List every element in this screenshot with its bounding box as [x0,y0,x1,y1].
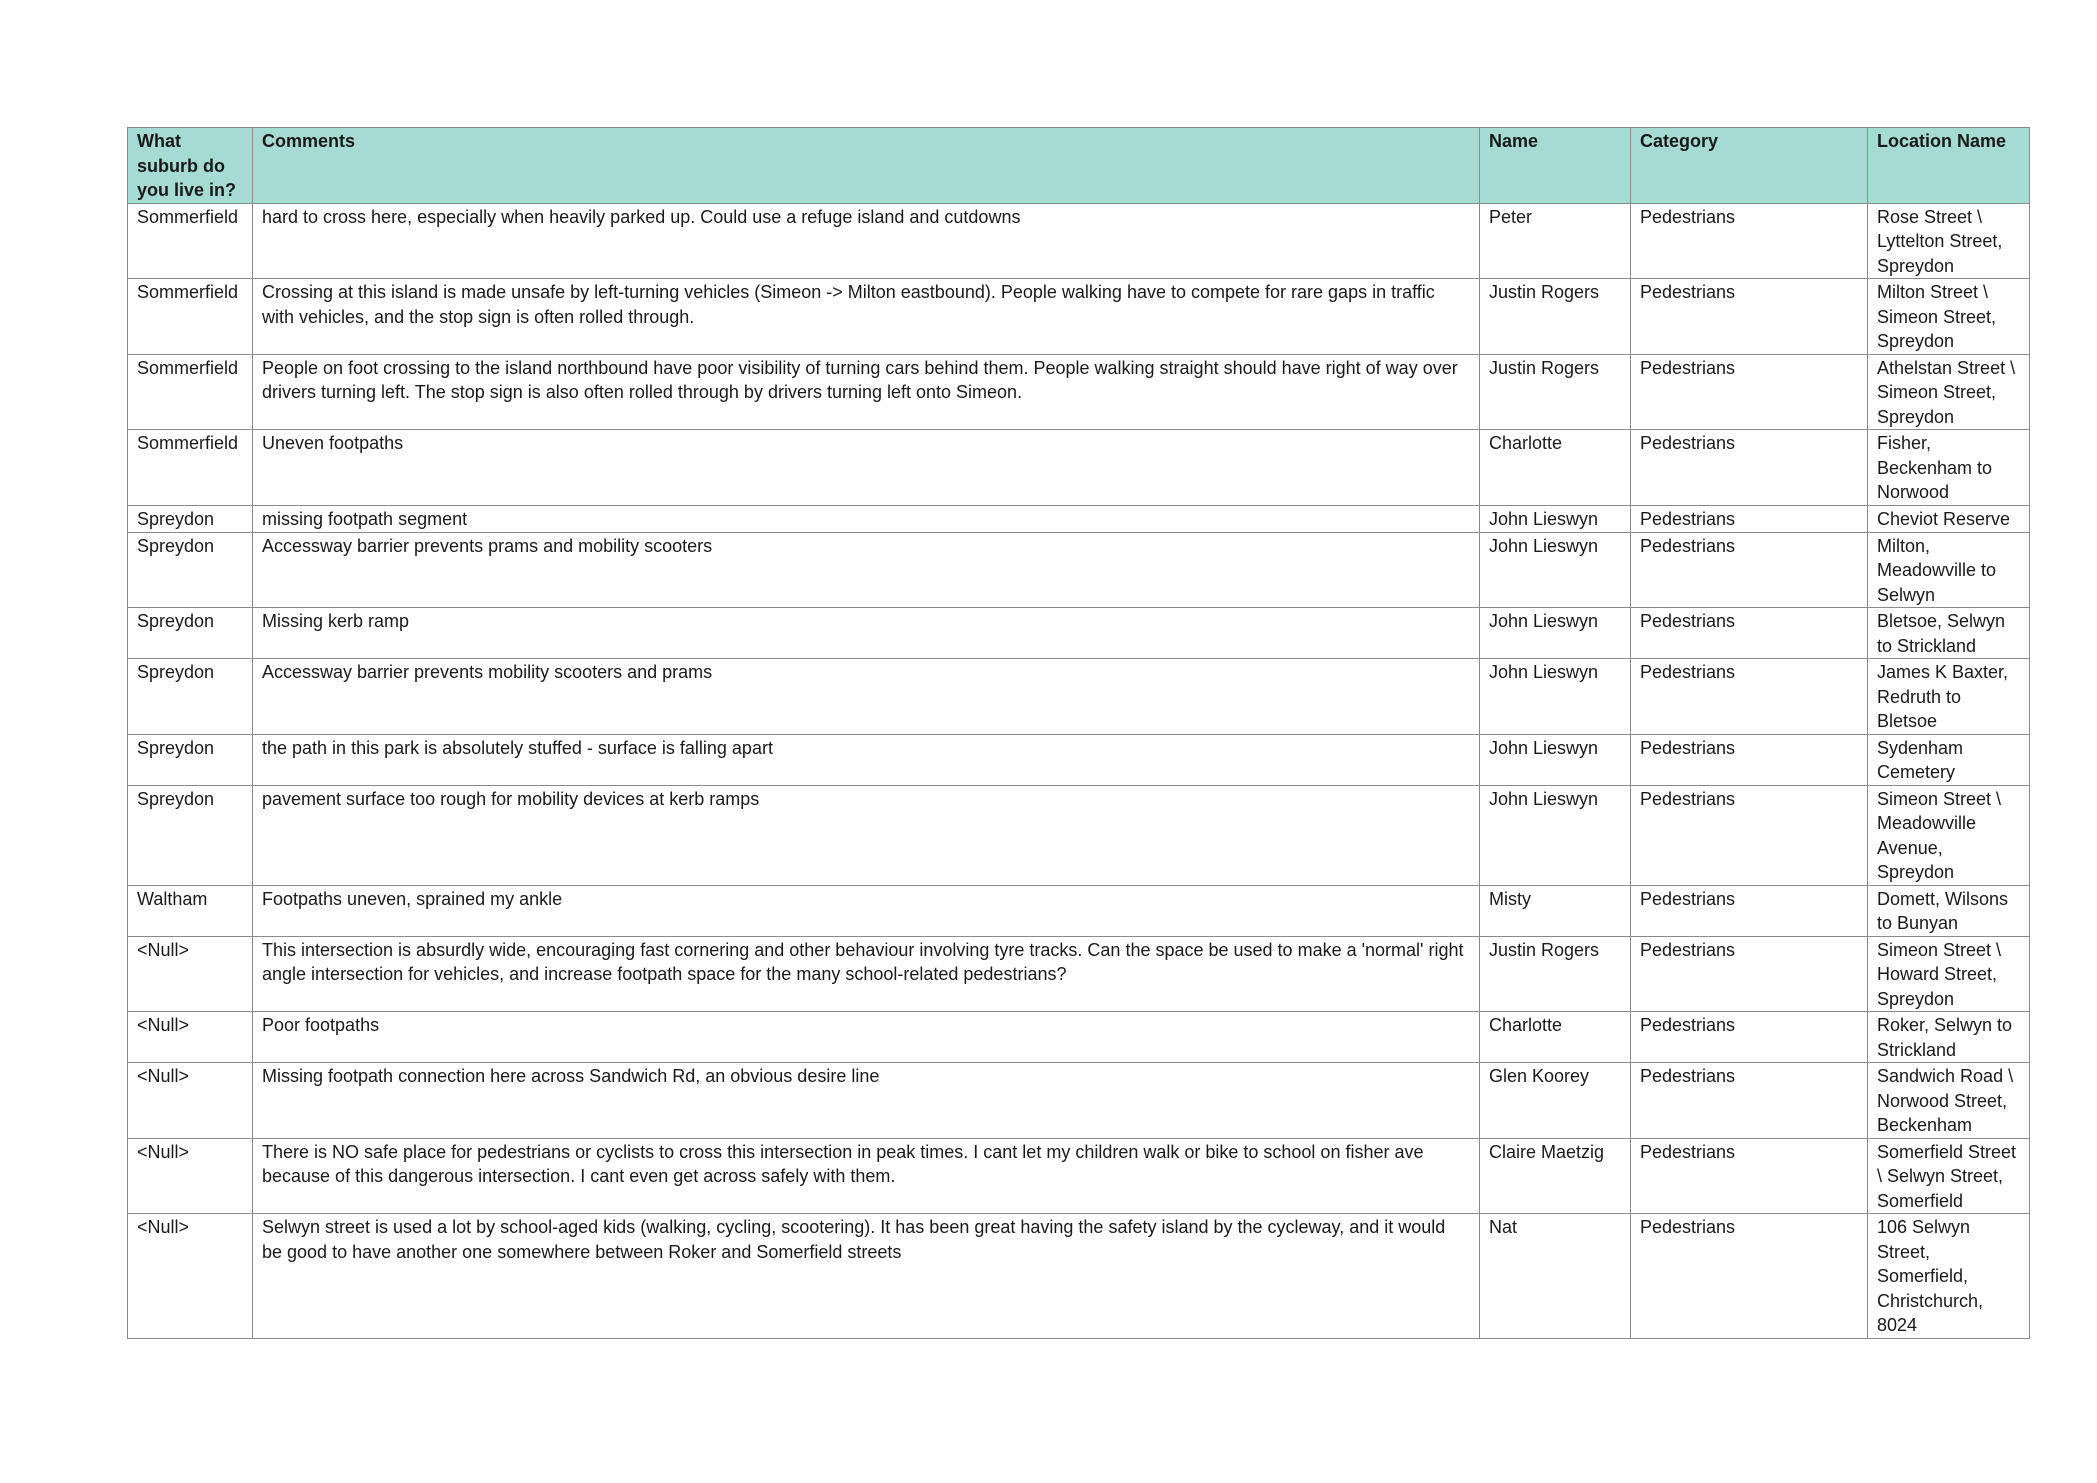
cell-comments: This intersection is absurdly wide, encouraging fast cornering and other behaviour involving tyre tracks. Can the space be used to make a 'normal' right angle intersection for vehicles, and increase footpath space for the many school-related pedestrians? [253,936,1480,1012]
cell-suburb: <Null> [128,1214,253,1339]
table-row [128,936,2030,1012]
table-header [128,128,2030,204]
cell-category: Pedestrians [1631,203,1868,279]
cell-suburb: Spreydon [128,734,253,785]
cell-comments: People on foot crossing to the island northbound have poor visibility of turning cars behind them. People walking straight should have right of way over drivers turning left. The stop sign is also often rolled through by drivers turning left onto Simeon. [253,354,1480,430]
cell-name: John Lieswyn [1480,659,1631,735]
cell-name: Charlotte [1480,430,1631,506]
cell-suburb: Waltham [128,885,253,936]
cell-comments: hard to cross here, especially when heavily parked up. Could use a refuge island and cutdowns [253,203,1480,279]
cell-name: John Lieswyn [1480,608,1631,659]
cell-name: Misty [1480,885,1631,936]
cell-name: Justin Rogers [1480,354,1631,430]
table-row [128,1214,2030,1339]
cell-suburb: <Null> [128,1063,253,1139]
table-row [128,608,2030,659]
cell-category: Pedestrians [1631,608,1868,659]
cell-category: Pedestrians [1631,936,1868,1012]
cell-suburb: <Null> [128,1138,253,1214]
table-row [128,1138,2030,1214]
cell-comments: Uneven footpaths [253,430,1480,506]
header-location: Location Name [1868,128,2030,204]
cell-comments: Selwyn street is used a lot by school-aged kids (walking, cycling, scootering). It has been great having the safety island by the cycleway, and it would be good to have another one somewhere between Roker and Somerfield streets [253,1214,1480,1339]
cell-comments: pavement surface too rough for mobility devices at kerb ramps [253,785,1480,885]
cell-suburb: <Null> [128,936,253,1012]
cell-suburb: Sommerfield [128,354,253,430]
cell-location: Milton, Meadowville to Selwyn [1868,532,2030,608]
cell-location: Athelstan Street \ Simeon Street, Spreydon [1868,354,2030,430]
cell-suburb: Spreydon [128,785,253,885]
table-row [128,505,2030,532]
table-row [128,1012,2030,1063]
cell-location: James K Baxter, Redruth to Bletsoe [1868,659,2030,735]
cell-location: Roker, Selwyn to Strickland [1868,1012,2030,1063]
cell-suburb: Spreydon [128,505,253,532]
header-category: Category [1631,128,1868,204]
cell-category: Pedestrians [1631,1138,1868,1214]
cell-comments: Crossing at this island is made unsafe by left-turning vehicles (Simeon -> Milton eastbound). People walking have to compete for rare gaps in traffic with vehicles, and the stop sign is often rolled through. [253,279,1480,355]
cell-location: Sandwich Road \ Norwood Street, Beckenham [1868,1063,2030,1139]
cell-location: Domett, Wilsons to Bunyan [1868,885,2030,936]
cell-comments: Missing kerb ramp [253,608,1480,659]
header-name: Name [1480,128,1631,204]
table-row [128,885,2030,936]
table-row [128,430,2030,506]
cell-category: Pedestrians [1631,785,1868,885]
cell-comments: There is NO safe place for pedestrians or cyclists to cross this intersection in peak times. I cant let my children walk or bike to school on fisher ave because of this dangerous intersection. I cant even get across safely with them. [253,1138,1480,1214]
table-body [128,203,2030,1338]
cell-location: Milton Street \ Simeon Street, Spreydon [1868,279,2030,355]
cell-category: Pedestrians [1631,1063,1868,1139]
table-row [128,1063,2030,1139]
header-suburb: What suburb do you live in? [128,128,253,204]
cell-location: Cheviot Reserve [1868,505,2030,532]
cell-comments: Poor footpaths [253,1012,1480,1063]
cell-comments: Accessway barrier prevents mobility scooters and prams [253,659,1480,735]
cell-name: John Lieswyn [1480,532,1631,608]
cell-category: Pedestrians [1631,1012,1868,1063]
cell-name: Charlotte [1480,1012,1631,1063]
table-row [128,354,2030,430]
cell-category: Pedestrians [1631,659,1868,735]
cell-name: John Lieswyn [1480,734,1631,785]
cell-name: Justin Rogers [1480,936,1631,1012]
cell-category: Pedestrians [1631,1214,1868,1339]
table-row [128,279,2030,355]
header-row [128,128,2030,204]
cell-name: Nat [1480,1214,1631,1339]
cell-location: Rose Street \ Lyttelton Street, Spreydon [1868,203,2030,279]
cell-name: John Lieswyn [1480,505,1631,532]
cell-suburb: Spreydon [128,608,253,659]
cell-name: Claire Maetzig [1480,1138,1631,1214]
cell-location: Simeon Street \ Howard Street, Spreydon [1868,936,2030,1012]
table-row [128,659,2030,735]
cell-comments: the path in this park is absolutely stuffed - surface is falling apart [253,734,1480,785]
comments-table [127,127,2030,1339]
cell-location: Somerfield Street \ Selwyn Street, Somerfield [1868,1138,2030,1214]
cell-location: Bletsoe, Selwyn to Strickland [1868,608,2030,659]
cell-category: Pedestrians [1631,279,1868,355]
cell-category: Pedestrians [1631,734,1868,785]
table-row [128,785,2030,885]
cell-name: Peter [1480,203,1631,279]
cell-comments: missing footpath segment [253,505,1480,532]
cell-name: Glen Koorey [1480,1063,1631,1139]
cell-category: Pedestrians [1631,532,1868,608]
cell-category: Pedestrians [1631,354,1868,430]
cell-category: Pedestrians [1631,430,1868,506]
comments-table-container [127,127,2029,1339]
cell-comments: Footpaths uneven, sprained my ankle [253,885,1480,936]
table-row [128,203,2030,279]
cell-category: Pedestrians [1631,505,1868,532]
cell-comments: Missing footpath connection here across Sandwich Rd, an obvious desire line [253,1063,1480,1139]
cell-suburb: <Null> [128,1012,253,1063]
cell-location: Simeon Street \ Meadowville Avenue, Spreydon [1868,785,2030,885]
cell-name: John Lieswyn [1480,785,1631,885]
cell-comments: Accessway barrier prevents prams and mobility scooters [253,532,1480,608]
cell-suburb: Spreydon [128,659,253,735]
cell-category: Pedestrians [1631,885,1868,936]
cell-name: Justin Rogers [1480,279,1631,355]
cell-location: 106 Selwyn Street, Somerfield, Christchurch, 8024 [1868,1214,2030,1339]
cell-suburb: Sommerfield [128,203,253,279]
cell-location: Sydenham Cemetery [1868,734,2030,785]
cell-suburb: Spreydon [128,532,253,608]
cell-suburb: Sommerfield [128,430,253,506]
cell-location: Fisher, Beckenham to Norwood [1868,430,2030,506]
table-row [128,734,2030,785]
table-row [128,532,2030,608]
header-comments: Comments [253,128,1480,204]
cell-suburb: Sommerfield [128,279,253,355]
